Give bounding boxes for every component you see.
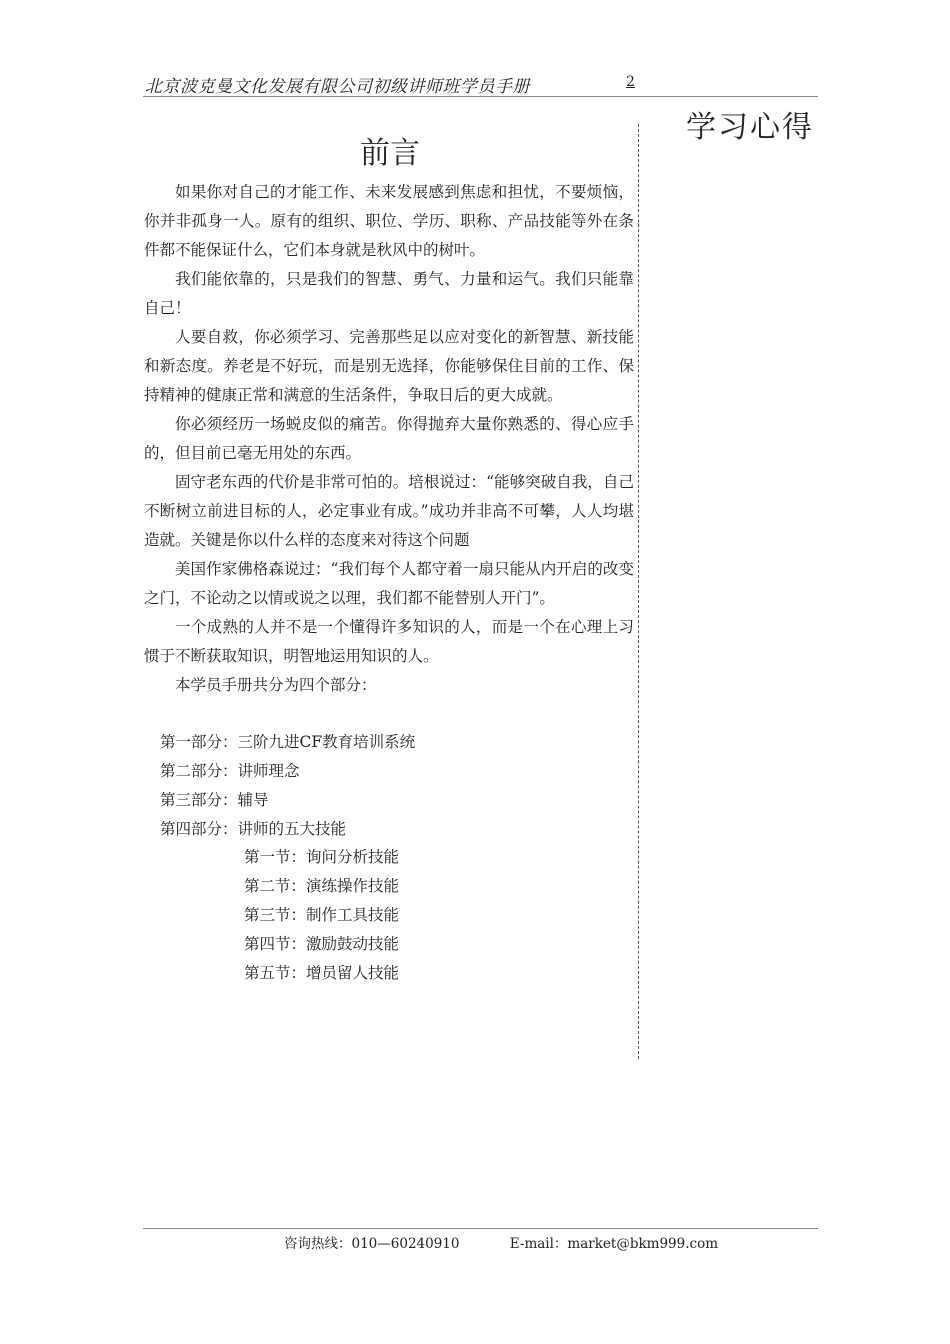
toc-section-item: 第一节：询问分析技能 <box>244 848 400 866</box>
toc-part-item: 第二部分：讲师理念 <box>160 762 300 780</box>
handbook-title: 北京波克曼文化发展有限公司初级讲师班学员手册 <box>145 77 530 97</box>
page-heading: 前言 <box>360 136 420 171</box>
toc-section-item: 第五节：增员留人技能 <box>244 964 400 982</box>
paragraph: 美国作家佛格森说过：“我们每个人都守着一扇只能从内开启的改变之门，不论动之以情或说之以理，我们都不能替别人开门”。 <box>144 560 634 607</box>
page-footer <box>284 1232 718 1252</box>
toc-sections-list <box>244 843 399 988</box>
paragraph: 固守老东西的代价是非常可怕的。培根说过：“能够突破自我，自己不断树立前进目标的人，必定事业有成。”成功并非高不可攀，人人均堪造就。关键是你以什么样的态度来对待这个问题 <box>144 473 634 549</box>
paragraph: 如果你对自己的才能工作、未来发展感到焦虑和担忧，不要烦恼，你并非孤身一人。原有的组织、职位、学历、职称、产品技能等外在条件都不能保证什么，它们本身就是秋风中的树叶。 <box>144 183 634 259</box>
paragraph: 人要自救，你必须学习、完善那些足以应对变化的新智慧、新技能和新态度。养老是不好玩，而是别无选择，你能够保住目前的工作、保持精神的健康正常和满意的生活条件，争取日后的更大成就。 <box>144 328 634 404</box>
toc-section-item: 第三节：制作工具技能 <box>244 906 400 924</box>
notes-column-title: 学习心得 <box>686 110 814 145</box>
divider-mark: ` <box>636 222 642 236</box>
paragraph: 你必须经历一场蜕皮似的痛苦。你得抛弃大量你熟悉的、得心应手的，但目前已毫无用处的东西。 <box>144 415 634 462</box>
toc-section-item: 第二节：演练操作技能 <box>244 877 400 895</box>
page-header <box>143 70 818 97</box>
toc-part-item: 第一部分：三阶九进CF教育培训系统 <box>160 733 416 751</box>
email-text: E-mail：market@bkm999.com <box>509 1236 719 1252</box>
paragraph: 一个成熟的人并不是一个懂得许多知识的人，而是一个在心理上习惯于不断获取知识，明智地运用知识的人。 <box>144 618 634 665</box>
toc-part-item: 第四部分：讲师的五大技能 <box>160 820 347 838</box>
paragraph: 我们能依靠的，只是我们的智慧、勇气、力量和运气。我们只能靠自己！ <box>144 270 634 317</box>
footer-rule <box>143 1228 818 1229</box>
toc-section-item: 第四节：激励鼓动技能 <box>244 935 400 953</box>
preface-body <box>144 178 634 700</box>
column-divider <box>638 124 639 1059</box>
toc-parts-list <box>160 728 415 844</box>
paragraph: 本学员手册共分为四个部分： <box>175 676 377 694</box>
page-number: 2 <box>626 74 635 90</box>
toc-part-item: 第三部分：辅导 <box>160 791 269 809</box>
hotline-text: 咨询热线：010—60240910 <box>284 1236 460 1252</box>
